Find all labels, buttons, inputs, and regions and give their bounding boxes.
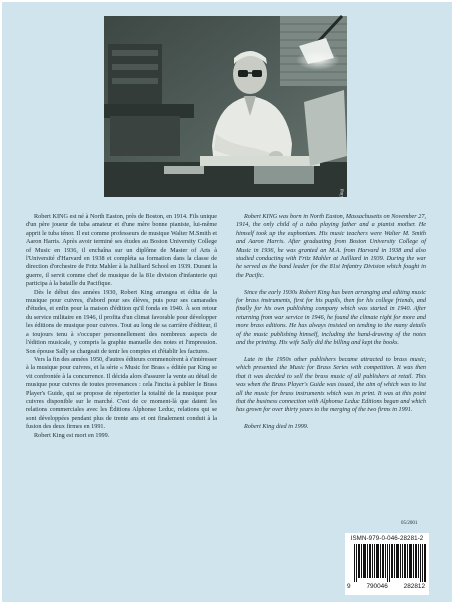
- english-biography-column: [236, 213, 426, 432]
- edition-code: 05/2001: [401, 521, 418, 526]
- photo-credit: Photo: Sally King: [340, 189, 345, 225]
- english-paragraph: Late in the 1950s other publishers became attracted to brass music, which presented the Music for Brass Series with competition. It was then that it was decided to sell the brass music of all publishers at retail. This was when the Brass Player's Guide was issued, the aim of which was to list all the music for brass instruments which was in print. It was at this point that the business connection with Alphonse Leduc Editions began and which has grown for over thirty years to the merging of the two firms in 1991.: [236, 355, 426, 414]
- english-paragraph: Since the early 1930s Robert King has been arranging and editing music for brass instruments, first for his pupils, then for his college friends, and finally for his own publishing company which was started in 1940. After returning from war service in 1946, he found the climate right for more and more brass editions. He has always insisted on tending to the many details of the music publishing himself, including the hand-drawing of the notes and the printing. His wife Sally did the billing and kept the books.: [236, 288, 426, 347]
- isbn-label: [345, 533, 429, 595]
- portrait-photo: [104, 16, 347, 225]
- barcode-digits: [345, 583, 429, 590]
- french-paragraph: Robert King est mort en 1999.: [34, 431, 110, 439]
- barcode-digit-group: 9: [347, 583, 351, 590]
- french-paragraph: Robert KING est né à North Easton, près de Boston, en 1914. Fils unique d'un père joueur de tuba amateur et d'une mère bonne pianiste, lui-même apprit le tuba ténor. Il eut comme professeurs de musique Walter M.Smith et Aaron Harris. Après avoir terminé ses études au Boston University College of Music en 1936, il enchaîna sur un diplôme de Master of Arts à l'Université d'Harvard en 1938 et compléta sa formation dans la classe de direction d'orchestre de Fritz Mahler à la Juilliard School en 1939. Durant la guerre, il servit comme chef de musique de la 81e division d'infanterie qui participa à la bataille du Pacifique.: [26, 213, 217, 288]
- french-paragraph: Dès le début des années 1930, Robert King arrangea et édita de la musique pour cuivres, d'abord pour ses élèves, puis pour ses camarades d'études, et enfin pour la maison d'édition qu'il fonda en 1940. À son retour du service militaire en 1946, il profita d'un climat favorable pour développer les éditions de musique pour cuivres. Tout au long de sa carrière d'éditeur, il a toujours tenu à s'occuper personnellement des nombreux aspects de l'édition musicale, y compris la graphie manuelle des notes et l'impression. Son épouse Sally se chargeait de tenir les comptes et d'établir les factures.: [26, 288, 217, 355]
- isbn-number: ISMN-979-0-046-28281-2: [350, 535, 424, 542]
- french-paragraph: Vers la fin des années 1950, d'autres éditeurs commencèrent à s'intéresser à la musique pour cuivres, et la série « Music for Brass » éditée par King se vit confrontée à la concurrence. Il décida alors d'assurer la vente au détail de musique pour cuivres de toutes provenances : cela l'incita à publier le Brass Player's Guide, qui se propose de répertorier la totalité de la musique pour cuivres disponible sur le marché. C'est de ce moment-là que datent les relations commerciales avec les Éditions Alphonse Leduc, relations qui se sont développées pendant plus de trente ans et ont finalement conduit à la fusion des deux firmes en 1991.: [26, 355, 217, 431]
- barcode-digit-group: 790046: [366, 583, 388, 590]
- portrait-photo-image: [104, 16, 347, 197]
- barcode-digit-group: 282812: [403, 583, 425, 590]
- english-paragraph: Robert KING was born in North Easton, Massachusetts on November 27, 1914, the only child of a tuba playing father and a pianist mother. He himself took up the euphonium. His music teachers were Walter M. Smith and Aaron Harris. After graduating from Boston University College of Music in 1936, he was granted an M.A. from Harvard in 1938 and also studied conducting with Fritz Mahler at Juilliard in 1939. During the war he served as the band leader for the 81st Infantry Division which fought in the Pacific.: [236, 213, 426, 279]
- french-biography-column: [26, 213, 217, 440]
- barcode-icon: [354, 544, 426, 582]
- english-paragraph: Robert King died in 1999.: [244, 423, 309, 431]
- back-cover-page: [2, 2, 452, 602]
